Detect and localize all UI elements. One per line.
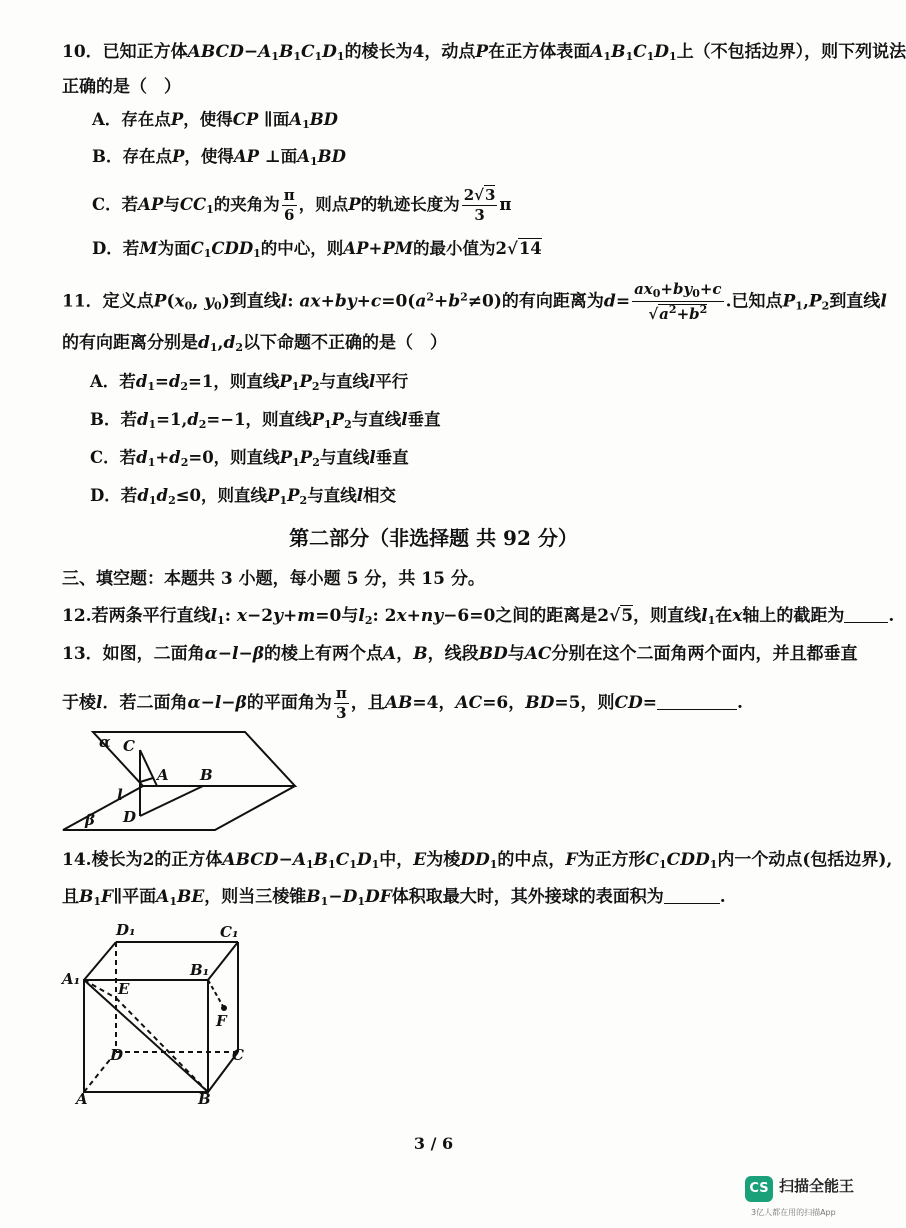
label-E: E xyxy=(118,980,130,998)
dihedral-angle-figure xyxy=(55,728,315,838)
q14-stem-line1: 14.棱长为2的正方体$ABCD-A_1B_1C_1D_1$中，E为棱$DD_1$的中点，F为正方形$C_1CDD_1$内一个动点(包括边界), xyxy=(62,850,893,871)
cube-figure xyxy=(60,918,260,1108)
q10-option-a: A．存在点P，使得CP ∥面$A_1BD$ xyxy=(92,110,338,131)
label-C: C xyxy=(232,1046,244,1064)
camscanner-name: 扫描全能王 xyxy=(779,1177,855,1195)
q11-option-b: B．若$d_1=1,d_2=-1$，则直线$P_1P_2$与直线l垂直 xyxy=(90,410,441,431)
q11-option-a: A．若$d_1=d_2=1$，则直线$P_1P_2$与直线l平行 xyxy=(90,372,409,393)
q11-stem-line2: 的有向距离分别是$d_1,d_2$以下命题不正确的是（ ） xyxy=(62,333,448,354)
label-alpha: α xyxy=(99,733,111,751)
q14-stem-line2: 且$B_1F\parallel$平面$A_1BE$，则当三棱锥$B_1-D_1DF$体积取最大时，其外接球的表面积为 . xyxy=(62,887,726,908)
label-B: B xyxy=(198,1090,211,1108)
edge-B1C1 xyxy=(208,942,238,980)
label-D: D xyxy=(123,808,137,826)
q11-option-c: C．若$d_1+d_2=0$，则直线$P_1P_2$与直线l垂直 xyxy=(90,448,409,469)
point-F xyxy=(221,1005,227,1011)
edge-A1D1 xyxy=(84,942,116,980)
fill-in-header: 三、填空题：本题共 3 小题，每小题 5 分，共 15 分。 xyxy=(62,569,485,589)
label-D: D xyxy=(110,1046,124,1064)
camscanner-logo-icon: CS xyxy=(745,1176,773,1202)
label-F: F xyxy=(216,1012,227,1030)
q10-option-d: D．若M为面$C_1CDD_1$的中心，则AP+PM的最小值为2√14 xyxy=(92,239,542,260)
label-A: A xyxy=(157,766,169,784)
part2-title: 第二部分（非选择题 共 92 分） xyxy=(289,526,578,550)
label-beta: β xyxy=(85,811,95,829)
q10-option-c: C．若AP与$CC_1$的夹角为 $\frac{\pi}{6}$ ，则点P的轨迹长度为 $\frac{2√3}{3}$ π xyxy=(92,186,512,224)
segment-B1F xyxy=(208,980,224,1008)
q10-option-b: B．存在点P，使得AP ⊥面$A_1BD$ xyxy=(92,147,346,168)
segment-CD-hint xyxy=(140,778,153,782)
label-A1: A₁ xyxy=(62,970,81,988)
segment-EB xyxy=(116,998,208,1092)
q12-stem: 12.若两条平行直线$l_1$: x−2y+m=0与$l_2$: 2x+ny−6=0之间的距离是2√5，则直线$l_1$在x轴上的截距为 . xyxy=(62,606,895,627)
label-D1: D₁ xyxy=(116,921,136,939)
label-A: A xyxy=(76,1090,88,1108)
label-B1: B₁ xyxy=(190,961,210,979)
q13-stem-line1: 13．如图，二面角α−l−β的棱上有两个点A，B，线段BD与AC分别在这个二面角两个面内，并且都垂直 xyxy=(62,644,858,664)
label-B: B xyxy=(200,766,213,784)
q10-stem-line1: 10．已知正方体$ABCD-A_1B_1C_1D_1$的棱长为4，动点P在正方体表面$A_1B_1C_1D_1$上（不包括边界），则下列说法 xyxy=(62,42,906,63)
q11-option-d: D．若$d_1d_2\le 0$，则直线$P_1P_2$与直线l相交 xyxy=(90,486,396,507)
label-C1: C₁ xyxy=(220,923,239,941)
page-number: 3 / 6 xyxy=(413,1134,454,1153)
q10-stem-line2: 正确的是（ ） xyxy=(62,77,181,97)
label-l: l xyxy=(117,786,123,804)
segment-BD xyxy=(140,786,203,816)
q13-stem-line2: 于棱l．若二面角α−l−β的平面角为 $\frac{\pi}{3}$ ，且AB=4，AC=6，BD=5，则CD= . xyxy=(62,684,743,722)
segment-A1B xyxy=(84,980,208,1092)
label-C: C xyxy=(123,737,135,755)
camscanner-tagline: 3亿人都在用的扫描App xyxy=(751,1208,836,1217)
plane-beta xyxy=(63,786,295,830)
q11-stem-line1: 11．定义点$P(x_0$, $y_0$)到直线l: $ax+by+c=0(a^2+b^2\ne 0)$的有向距离为d= $\frac{ax_0+by_0+c}{√a^2+b^2}$ .已知点$P_1,P_2$到直线l xyxy=(62,280,887,323)
